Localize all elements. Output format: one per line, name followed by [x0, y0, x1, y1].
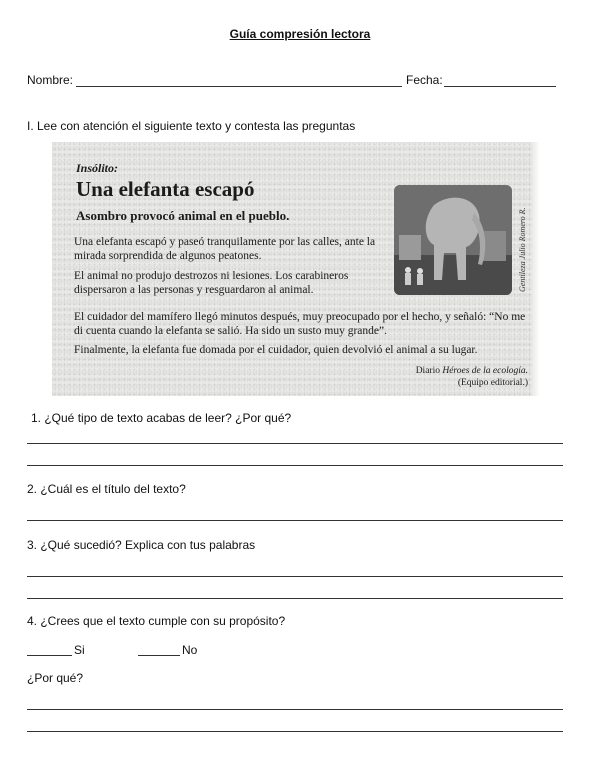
photo-credit: Gentileza Julio Romero R. — [518, 207, 527, 292]
elephant-illustration-icon — [394, 185, 512, 295]
answer-line-2[interactable] — [27, 520, 563, 521]
date-blank[interactable] — [444, 86, 556, 87]
question-3: 3. ¿Qué sucedió? Explica con tus palabras — [27, 538, 256, 552]
question-1: 1. ¿Qué tipo de texto acabas de leer? ¿Por qué? — [31, 411, 292, 425]
answer-line-4b[interactable] — [27, 731, 563, 732]
elephant-photo — [394, 185, 512, 295]
article-paragraph-4: Finalmente, la elefanta fue domada por el cuidador, quien devolvió el animal a su lugar. — [74, 344, 478, 356]
article-label: Insólito: — [76, 161, 119, 175]
no-blank[interactable] — [138, 655, 180, 656]
article-paragraph-3: El cuidador del mamífero llegó minutos después, muy preocupado por el hecho, y señaló: “No me di cuenta cuando la elefanta se salió. Ha sido un susto muy grande”. — [74, 311, 526, 337]
date-label: Fecha: — [406, 73, 443, 87]
answer-line-3a[interactable] — [27, 576, 563, 577]
answer-line-1a[interactable] — [27, 443, 563, 444]
answer-line-3b[interactable] — [27, 598, 563, 599]
source-credit: (Equipo editorial.) — [457, 378, 528, 388]
source-name: Héroes de la ecología. — [442, 366, 528, 376]
worksheet-title: Guía compresión lectora — [229, 27, 371, 41]
torn-edge — [532, 142, 540, 396]
question-4: 4. ¿Crees que el texto cumple con su propósito? — [27, 614, 286, 628]
article-subhead: Asombro provocó animal en el pueblo. — [76, 208, 290, 223]
option-yes: Si — [74, 643, 85, 657]
name-blank[interactable] — [76, 86, 402, 87]
answer-line-4a[interactable] — [27, 709, 563, 710]
answer-line-1b[interactable] — [27, 465, 563, 466]
article-paragraph-2: El animal no produjo destrozos ni lesiones. Los carabineros dispersaron a las personas y resguardaron al animal. — [74, 270, 349, 296]
yes-blank[interactable] — [27, 655, 72, 656]
name-label: Nombre: — [27, 73, 74, 87]
article-paragraph-1: Una elefanta escapó y paseó tranquilamente por las calles, ante la mirada sorprendida de algunos peatones. — [74, 236, 376, 262]
source-prefix: Diario — [415, 366, 443, 376]
question-2: 2. ¿Cuál es el título del texto? — [27, 482, 186, 496]
why-label: ¿Por qué? — [27, 671, 84, 685]
instruction-text: I. Lee con atención el siguiente texto y contesta las preguntas — [27, 119, 356, 133]
article-headline: Una elefanta escapó — [76, 177, 255, 201]
option-no: No — [182, 643, 198, 657]
article-scan — [52, 142, 540, 396]
article-source — [416, 365, 528, 389]
